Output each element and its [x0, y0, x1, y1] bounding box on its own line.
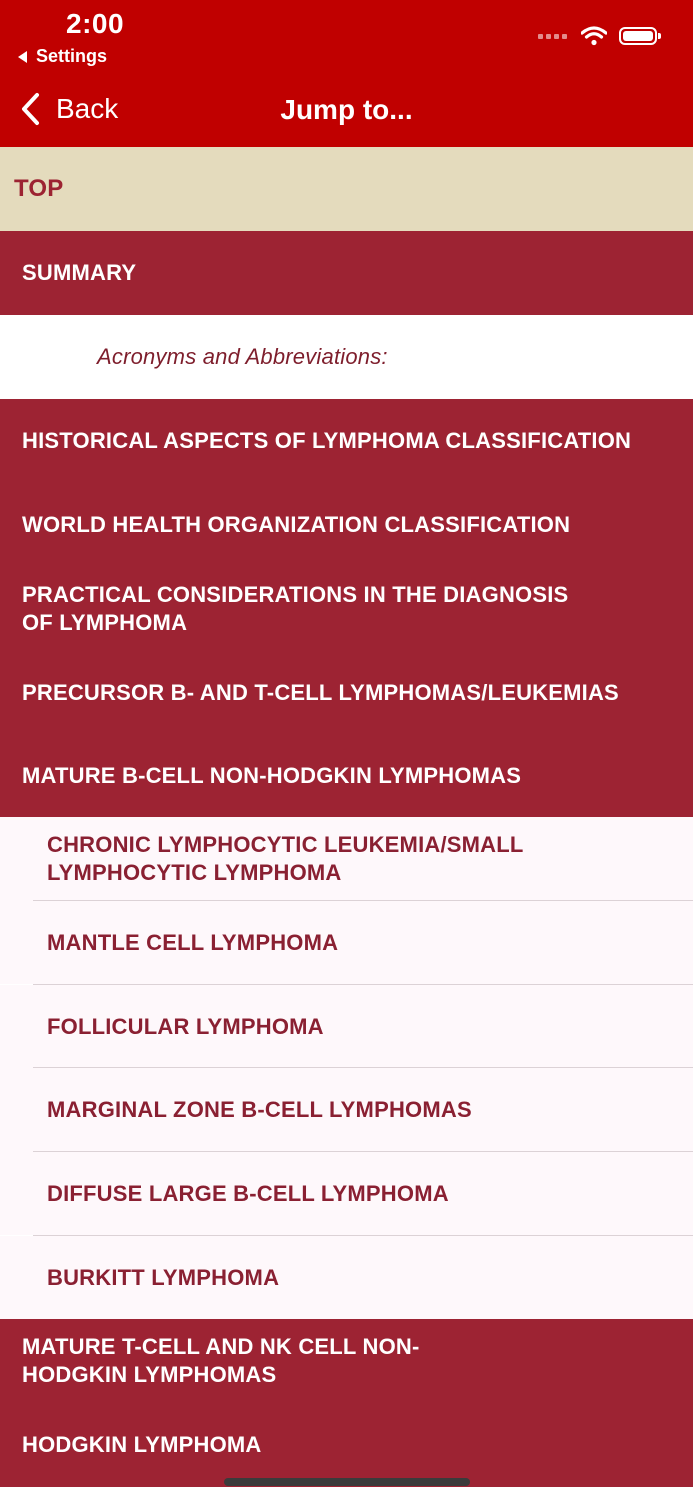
- jump-item-mantle[interactable]: [0, 901, 693, 984]
- jump-item-practical[interactable]: [0, 567, 693, 651]
- jump-item-cll[interactable]: [0, 817, 693, 901]
- jump-item-marginal[interactable]: [0, 1068, 693, 1152]
- jump-item-top[interactable]: [0, 147, 693, 231]
- app-header: [0, 0, 693, 147]
- jump-item-mature-t[interactable]: [0, 1319, 693, 1403]
- jump-item-label: FOLLICULAR LYMPHOMA: [47, 1013, 324, 1039]
- jump-item-label: WORLD HEALTH ORGANIZATION CLASSIFICATION: [22, 512, 571, 537]
- page-title: Jump to...: [280, 94, 413, 125]
- signal-icon: [538, 34, 567, 39]
- jump-item-label: CHRONIC LYMPHOCYTIC LEUKEMIA/SMALL LYMPHOCYTIC LYMPHOMA: [47, 832, 524, 885]
- jump-item-label: MATURE T-CELL AND NK CELL NON-HODGKIN LYMPHOMAS: [22, 1334, 420, 1387]
- home-indicator[interactable]: [224, 1478, 470, 1486]
- jump-item-acronyms[interactable]: [0, 315, 693, 399]
- jump-item-label: SUMMARY: [22, 260, 137, 285]
- jump-item-hodgkin[interactable]: [0, 1403, 693, 1487]
- back-button-label: Back: [56, 93, 119, 124]
- jump-item-label: HISTORICAL ASPECTS OF LYMPHOMA CLASSIFICATION: [22, 428, 632, 453]
- jump-item-dlbcl[interactable]: [0, 1152, 693, 1235]
- jump-item-precursor[interactable]: [0, 651, 693, 735]
- jump-item-label: PRACTICAL CONSIDERATIONS IN THE DIAGNOSIS OF LYMPHOMA: [22, 582, 569, 635]
- jump-item-label: MARGINAL ZONE B-CELL LYMPHOMAS: [47, 1097, 472, 1122]
- jump-item-label: TOP: [14, 175, 64, 202]
- jump-item-label: DIFFUSE LARGE B-CELL LYMPHOMA: [47, 1180, 449, 1206]
- back-to-app-label: Settings: [36, 46, 108, 66]
- status-icons: [538, 26, 657, 46]
- jump-item-label: MANTLE CELL LYMPHOMA: [47, 929, 339, 955]
- jump-item-label: MATURE B-CELL NON-HODGKIN LYMPHOMAS: [22, 763, 522, 788]
- jump-item-burkitt[interactable]: [0, 1236, 693, 1319]
- jump-item-summary[interactable]: [0, 231, 693, 315]
- jump-item-follicular[interactable]: [0, 985, 693, 1068]
- jump-item-historical[interactable]: [0, 399, 693, 483]
- jump-item-label: Acronyms and Abbreviations:: [97, 344, 388, 369]
- jump-item-label: BURKITT LYMPHOMA: [47, 1264, 280, 1290]
- status-time: 2:00: [66, 8, 125, 39]
- jump-item-mature-b[interactable]: [0, 735, 693, 817]
- jump-item-who[interactable]: [0, 483, 693, 567]
- wifi-icon: [581, 26, 607, 46]
- back-to-app-link[interactable]: [18, 46, 107, 67]
- battery-icon: [619, 27, 657, 45]
- jump-item-label: HODGKIN LYMPHOMA: [22, 1432, 262, 1457]
- back-triangle-icon: [18, 51, 27, 63]
- jump-item-label: PRECURSOR B- AND T-CELL LYMPHOMAS/LEUKEMIAS: [22, 680, 619, 705]
